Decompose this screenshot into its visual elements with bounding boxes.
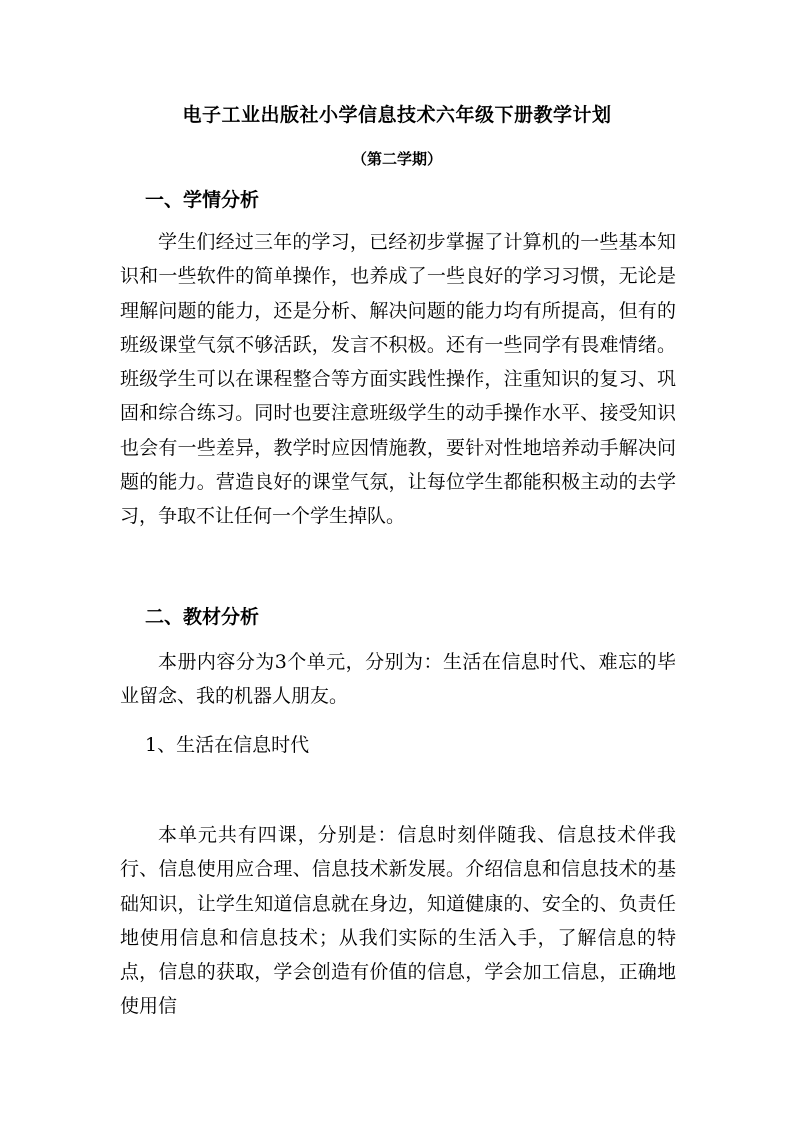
- document-subtitle: （第二学期）: [351, 150, 442, 168]
- section-heading-textbook-analysis: 二、教材分析: [145, 606, 260, 628]
- paragraph-unit-1: 本单元共有四课，分别是：信息时刻伴随我、信息技术伴我行、信息使用应合理、信息技术新发展。介绍信息和信息技术的基础知识，让学生知道信息就在身边，知道健康的、安全的、负责任地使用信息和信息技术；从我们实际的生活入手，了解信息的特点，信息的获取，学会创造有价值的信息，学会加工信息，正确地使用信: [120, 824, 676, 1018]
- subsection-heading-unit-1: 1、生活在信息时代: [145, 734, 310, 756]
- section-heading-student-analysis: 一、学情分析: [145, 189, 260, 211]
- paragraph-student-analysis: 学生们经过三年的学习，已经初步掌握了计算机的一些基本知识和一些软件的简单操作，也养成了一些良好的学习习惯，无论是理解问题的能力，还是分析、解决问题的能力均有所提高，但有的班级课堂气氛不够活跃，发言不积极。还有一些同学有畏难情绪。班级学生可以在课程整合等方面实践性操作，注重知识的复习、巩固和综合练习。同时也要注意班级学生的动手操作水平、接受知识也会有一些差异，教学时应因情施教，要针对性地培养动手解决问题的能力。营造良好的课堂气氛，让每位学生都能积极主动的去学习，争取不让任何一个学生掉队。: [120, 231, 676, 528]
- document-title: 电子工业出版社小学信息技术六年级下册教学计划: [182, 104, 612, 126]
- paragraph-textbook-overview: 本册内容分为3个单元，分别为：生活在信息时代、难忘的毕业留念、我的机器人朋友。: [120, 651, 676, 708]
